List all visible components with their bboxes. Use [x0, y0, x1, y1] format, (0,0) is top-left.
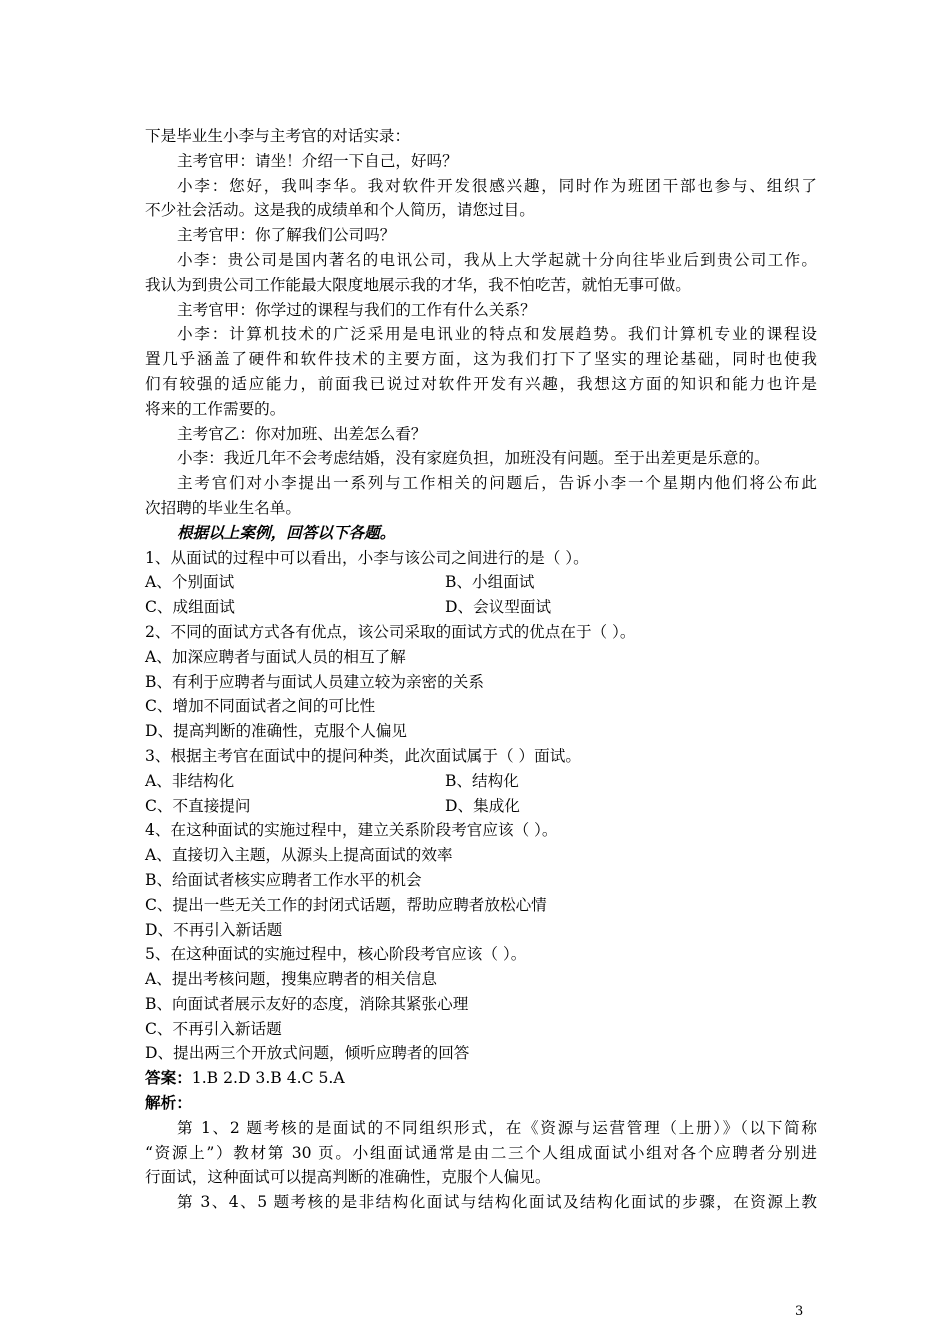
dialogue-line: 小李：我近几年不会考虑结婚，没有家庭负担，加班没有问题。至于出差更是乐意的。: [177, 449, 770, 468]
dialogue-line: 小李：您好，我叫李华。我对软件开发很感兴趣，同时作为班团干部也参与、组织了: [177, 176, 817, 195]
dialogue-line: 不少社会活动。这是我的成绩单和个人简历，请您过目。: [145, 201, 535, 220]
dialogue-line: 主考官甲：你了解我们公司吗？: [177, 226, 396, 245]
option-d: D、会议型面试: [445, 598, 552, 617]
option-b: B、结构化: [445, 771, 519, 790]
analysis-line: “资源上”）教材第 30 页。小组面试通常是由二三个人组成面试小组对各个应聘者分别进: [145, 1143, 817, 1162]
instruction-heading: 根据以上案例，回答以下各题。: [177, 522, 396, 542]
analysis-line: 第 3、4、5 题考核的是非结构化面试与结构化面试及结构化面试的步骤，在资源上教: [177, 1193, 817, 1212]
option-c: C、成组面试: [145, 598, 235, 617]
question-3-options-row2: [145, 794, 817, 819]
option-c: C、提出一些无关工作的封闭式话题，帮助应聘者放松心情: [145, 895, 547, 914]
question-1-stem: 1、从面试的过程中可以看出，小李与该公司之间进行的是（ ）。: [145, 548, 589, 567]
option-b: B、给面试者核实应聘者工作水平的机会: [145, 870, 422, 889]
dialogue-line: 次招聘的毕业生名单。: [145, 498, 301, 517]
answer-line: [145, 1066, 817, 1091]
option-d: D、不再引入新话题: [145, 920, 283, 939]
dialogue-line: 主考官们对小李提出一系列与工作相关的问题后，告诉小李一个星期内他们将公布此: [177, 474, 817, 493]
question-3-options-row1: [145, 769, 817, 794]
intro-line: 下是毕业生小李与主考官的对话实录：: [145, 127, 411, 145]
option-c: C、不直接提问: [145, 796, 251, 815]
option-b: B、小组面试: [445, 573, 535, 592]
option-a: A、直接切入主题，从源头上提高面试的效率: [145, 846, 453, 865]
option-a: A、提出考核问题，搜集应聘者的相关信息: [145, 970, 437, 989]
answer-text: 1.B 2.D 3.B 4.C 5.A: [191, 1069, 345, 1088]
analysis-label: 解析：: [145, 1093, 192, 1113]
option-b: B、向面试者展示友好的态度，消除其紧张心理: [145, 994, 469, 1013]
analysis-line: 行面试，这种面试可以提高判断的准确性，克服个人偏见。: [145, 1168, 551, 1187]
option-d: D、集成化: [445, 796, 520, 815]
dialogue-line: 将来的工作需要的。: [145, 399, 286, 418]
question-4-stem: 4、在这种面试的实施过程中，建立关系阶段考官应该（ ）。: [145, 821, 558, 840]
dialogue-line: 我认为到贵公司工作能最大限度地展示我的才华，我不怕吃苦，就怕无事可做。: [145, 275, 691, 294]
question-2-stem: 2、不同的面试方式各有优点，该公司采取的面试方式的优点在于（ ）。: [145, 622, 636, 641]
dialogue-line: 主考官甲：请坐！介绍一下自己，好吗？: [177, 151, 458, 170]
dialogue-line: 们有较强的适应能力，前面我已说过对软件开发有兴趣，我想这方面的知识和能力也许是: [145, 374, 817, 393]
option-c: C、不再引入新话题: [145, 1019, 282, 1038]
dialogue-line: 主考官甲：你学过的课程与我们的工作有什么关系？: [177, 300, 536, 319]
option-a: A、加深应聘者与面试人员的相互了解: [145, 647, 406, 666]
question-5-stem: 5、在这种面试的实施过程中，核心阶段考官应该（ ）。: [145, 945, 527, 964]
answer-label: 答案：: [145, 1068, 192, 1088]
page-number: 3: [795, 1304, 804, 1319]
dialogue-line: 主考官乙：你对加班、出差怎么看？: [177, 424, 427, 443]
option-a: A、个别面试: [145, 573, 235, 592]
analysis-line: 第 1、2 题考核的是面试的不同组织形式，在《资源与运营管理（上册）》（以下简称: [177, 1118, 817, 1137]
dialogue-line: 小李：计算机技术的广泛采用是电讯业的特点和发展趋势。我们计算机专业的课程设: [177, 325, 817, 344]
option-c: C、增加不同面试者之间的可比性: [145, 697, 376, 716]
question-3-stem: 3、根据主考官在面试中的提问种类，此次面试属于（ ）面试。: [145, 746, 581, 765]
option-b: B、有利于应聘者与面试人员建立较为亲密的关系: [145, 672, 484, 691]
dialogue-line: 置几乎涵盖了硬件和软件技术的主要方面，这为我们打下了坚实的理论基础，同时也使我: [145, 350, 817, 369]
question-1-options-row2: [145, 595, 817, 620]
dialogue-line: 小李：贵公司是国内著名的电讯公司，我从上大学起就十分向往毕业后到贵公司工作。: [177, 250, 817, 269]
option-d: D、提高判断的准确性，克服个人偏见: [145, 722, 408, 741]
document-body: [145, 124, 817, 1215]
question-1-options-row1: [145, 570, 817, 595]
option-d: D、提出两三个开放式问题，倾听应聘者的回答: [145, 1044, 470, 1063]
option-a: A、非结构化: [145, 771, 235, 790]
